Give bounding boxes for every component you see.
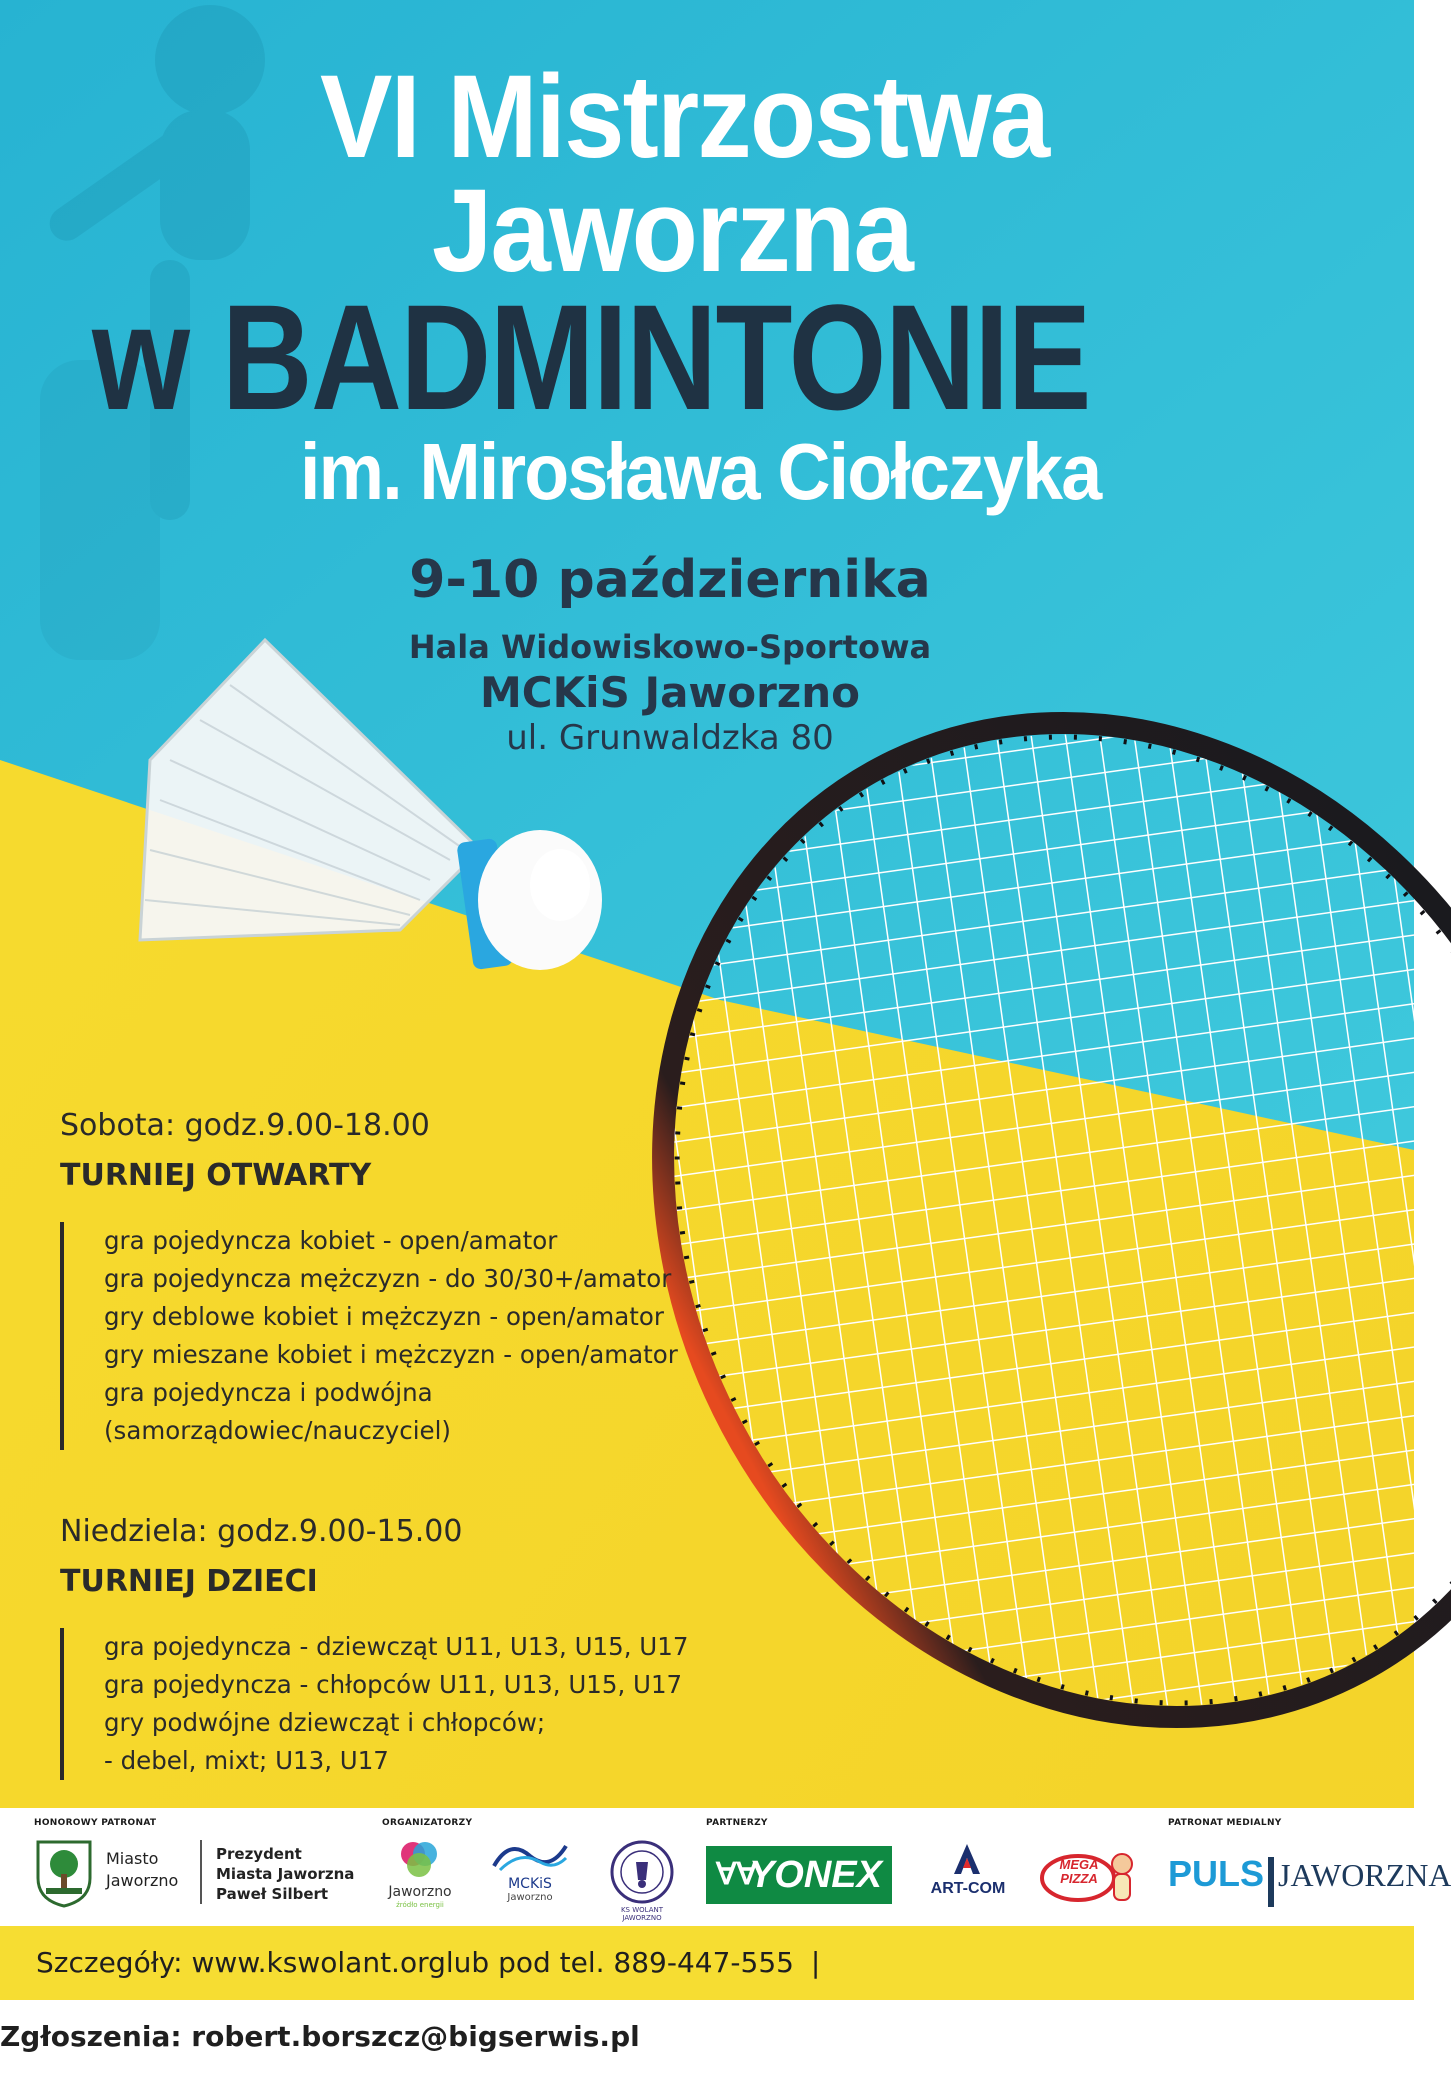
ks-wolant-text	[604, 1906, 680, 1922]
jaworzna-label: JAWORZNA	[1278, 1857, 1451, 1893]
list-item: gry mieszane kobiet i mężczyzn - open/amator	[104, 1340, 678, 1369]
list-item: gra pojedyncza kobiet - open/amator	[104, 1226, 558, 1255]
list-item: gra pojedyncza - dziewcząt U11, U13, U15, U17	[104, 1632, 689, 1661]
mega-pizza-label-1: MEGA	[1059, 1857, 1099, 1872]
caption-partners: PARTNERZY	[706, 1818, 768, 1828]
wolant-label-2: JAWORZNO	[622, 1914, 662, 1922]
saturday-hours: Sobota: godz.9.00-18.00	[60, 1108, 430, 1143]
city-logo-text	[106, 1848, 178, 1892]
venue-line-1: Hala Widowiskowo-Sportowa	[408, 628, 932, 666]
mckis-label-2: Jaworzno	[507, 1892, 553, 1903]
list-item: (samorządowiec/nauczyciel)	[104, 1416, 451, 1445]
caption-organizers: ORGANIZATORZY	[382, 1818, 473, 1828]
jaworzno-logo-text: Jaworzno	[388, 1884, 452, 1900]
list-item: gra pojedyncza i podwójna	[104, 1378, 433, 1407]
city-label-2: Jaworzno	[106, 1871, 179, 1890]
list-item: gra pojedyncza - chłopców U11, U13, U15, U17	[104, 1670, 683, 1699]
puls-label: PULS	[1168, 1853, 1265, 1894]
art-com-logo-icon	[952, 1842, 982, 1876]
footer-separator: |	[810, 1946, 821, 1979]
venue-address: ul. Grunwaldzka 80	[506, 718, 834, 758]
mckis-logo-text	[490, 1876, 570, 1903]
yonex-label: YONEX	[748, 1854, 882, 1896]
president-text	[216, 1844, 354, 1904]
city-label-1: Miasto	[106, 1849, 159, 1868]
president-label-1: Prezydent	[216, 1845, 302, 1863]
list-item: gra pojedyncza mężczyzn - do 30/30+/amator	[104, 1264, 672, 1293]
divider	[200, 1840, 202, 1904]
wolant-label: KS WOLANT	[620, 1906, 664, 1914]
yonex-logo	[706, 1846, 892, 1904]
list-item: gry deblowe kobiet i mężczyzn - open/amator	[104, 1302, 664, 1331]
art-com-label: ART-COM	[930, 1880, 1006, 1897]
saturday-title: TURNIEJ OTWARTY	[60, 1158, 372, 1193]
jaworzno-logo-icon	[398, 1838, 440, 1880]
signup-text: Zgłoszenia: robert.borszcz@bigserwis.pl	[0, 2020, 640, 2053]
yonex-mark-icon: ∀∀	[716, 1858, 758, 1891]
caption-honorary-patron: HONOROWY PATRONAT	[34, 1818, 157, 1828]
title-line-3: w BADMINTONIE	[92, 273, 1090, 441]
mckis-logo-icon	[490, 1836, 570, 1876]
venue-line-2: MCKiS Jaworzno	[480, 668, 860, 717]
mega-pizza-label-2: PIZZA	[1060, 1871, 1098, 1886]
details-text: Szczegóły: www.kswolant.orglub pod tel. 889-447-555	[36, 1946, 794, 1979]
caption-media-patron: PATRONAT MEDIALNY	[1168, 1818, 1282, 1828]
saturday-list	[60, 1222, 678, 1450]
title-line-2: Jaworzna	[432, 165, 913, 297]
event-date: 9-10 października	[409, 550, 931, 610]
puls-bar	[1268, 1857, 1274, 1907]
city-crest-icon	[34, 1838, 94, 1908]
sunday-title: TURNIEJ DZIECI	[60, 1564, 318, 1599]
list-item: - debel, mixt; U13, U17	[104, 1746, 389, 1775]
puls-jaworzna-logo	[1168, 1846, 1451, 1902]
mega-pizza-text	[1046, 1858, 1112, 1886]
list-item: gry podwójne dziewcząt i chłopców;	[104, 1708, 546, 1737]
sunday-hours: Niedziela: godz.9.00-15.00	[60, 1514, 463, 1549]
president-label-3: Paweł Silbert	[216, 1885, 329, 1903]
president-label-2: Miasta Jaworzna	[216, 1865, 355, 1883]
footer-bar	[0, 1926, 1414, 2053]
ks-wolant-badge-icon	[610, 1840, 674, 1904]
title-line-1: VI Mistrzostwa	[320, 51, 1049, 183]
mckis-label-1: MCKiS	[508, 1876, 552, 1892]
sponsor-bar	[0, 1808, 1451, 1926]
jaworzno-logo-tag: źródło energii	[396, 1901, 444, 1909]
title-line-4: im. Mirosława Ciołczyka	[300, 427, 1101, 516]
sunday-list	[60, 1628, 688, 1780]
